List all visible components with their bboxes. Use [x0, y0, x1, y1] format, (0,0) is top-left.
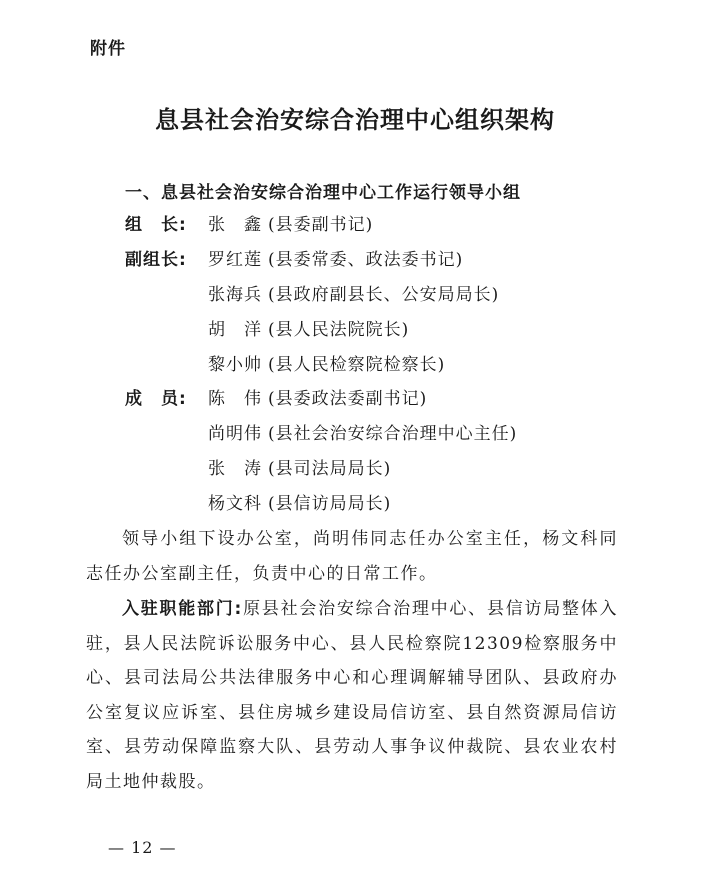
deputy-name: 张海兵 — [208, 285, 262, 305]
deputy-desc: (县委常委、政法委书记) — [268, 250, 464, 270]
deputy-row — [0, 318, 710, 342]
member-name: 陈 伟 — [208, 389, 262, 409]
deputy-row — [0, 248, 710, 272]
departments-lead: 入驻职能部门: — [122, 599, 243, 619]
member-role: 成 员: — [125, 389, 187, 409]
departments-paragraph — [86, 592, 618, 799]
leader-role: 组 长: — [125, 215, 187, 235]
leader-desc: (县委副书记) — [268, 215, 374, 235]
member-name: 尚明伟 — [208, 424, 262, 444]
deputy-name: 胡 洋 — [208, 320, 262, 340]
member-row — [0, 422, 710, 446]
deputy-desc: (县人民检察院检察长) — [268, 355, 446, 375]
document-title: 息县社会治安综合治理中心组织架构 — [155, 106, 555, 134]
member-row — [0, 457, 710, 481]
member-person — [208, 387, 427, 411]
deputy-row — [0, 353, 710, 377]
deputy-row — [0, 283, 710, 307]
section-heading: 一、息县社会治安综合治理中心工作运行领导小组 — [125, 183, 521, 203]
member-person — [208, 422, 517, 446]
member-desc: (县委政法委副书记) — [268, 389, 428, 409]
deputy-name: 黎小帅 — [208, 355, 262, 375]
departments-text: 原县社会治安综合治理中心、县信访局整体入驻，县人民法院诉讼服务中心、县人民检察院12309检察服务中心、县司法局公共法律服务中心和心理调解辅导团队、县政府办公室复议应诉室、县住房城乡建设局信访室、县自然资源局信访室、县劳动保障监察大队、县劳动人事争议仲裁院、县农业农村局土地仲裁股。 — [86, 599, 618, 792]
deputy-name: 罗红莲 — [208, 250, 262, 270]
member-name: 杨文科 — [208, 494, 262, 514]
deputy-person — [208, 318, 409, 342]
attachment-label: 附件 — [90, 39, 126, 59]
deputy-person — [208, 353, 445, 377]
deputy-desc: (县政府副县长、公安局局长) — [268, 285, 500, 305]
deputy-role: 副组长: — [125, 250, 187, 270]
member-desc: (县信访局局长) — [268, 494, 392, 514]
member-person — [208, 457, 391, 481]
deputy-person — [208, 248, 463, 272]
member-desc: (县社会治安综合治理中心主任) — [268, 424, 518, 444]
member-desc: (县司法局局长) — [268, 459, 392, 479]
office-paragraph: 领导小组下设办公室，尚明伟同志任办公室主任，杨文科同志任办公室副主任，负责中心的日常工作。 — [86, 529, 618, 584]
leader-person — [208, 213, 373, 237]
member-name: 张 涛 — [208, 459, 262, 479]
member-row — [0, 387, 710, 411]
member-person — [208, 492, 391, 516]
deputy-desc: (县人民法院院长) — [268, 320, 410, 340]
leader-row — [0, 213, 710, 237]
member-row — [0, 492, 710, 516]
deputy-person — [208, 283, 499, 307]
leader-name: 张 鑫 — [208, 215, 262, 235]
page-number: — 12 — — [108, 838, 177, 857]
